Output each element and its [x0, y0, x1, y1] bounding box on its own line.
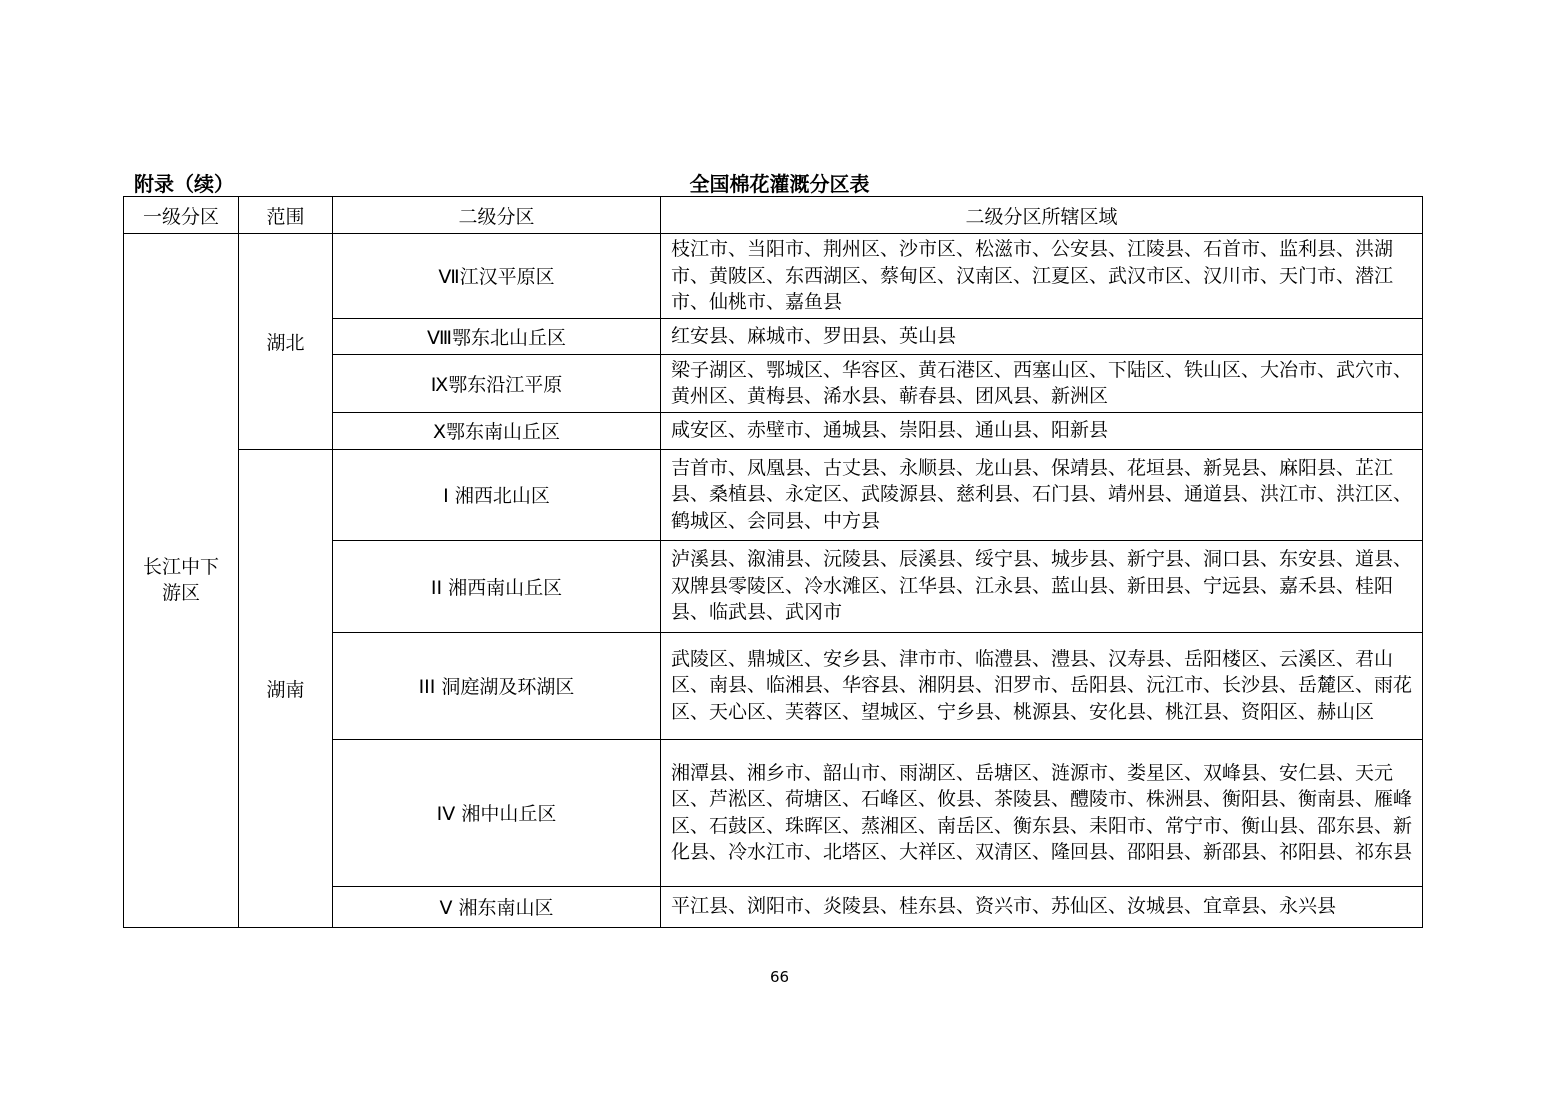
zone-cell: III 洞庭湖及环湖区: [333, 632, 661, 739]
areas-cell: 泸溪县、溆浦县、沅陵县、辰溪县、绥宁县、城步县、新宁县、洞口县、东安县、道县、双牌县零陵区、冷水滩区、江华县、江永县、蓝山县、新田县、宁远县、嘉禾县、桂阳县、临武县、武冈市: [661, 540, 1423, 632]
areas-cell: 梁子湖区、鄂城区、华容区、黄石港区、西塞山区、下陆区、铁山区、大冶市、武穴市、黄州区、黄梅县、浠水县、蕲春县、团风县、新洲区: [661, 354, 1423, 412]
zone-cell: Ⅹ鄂东南山丘区: [333, 412, 661, 449]
areas-cell: 吉首市、凤凰县、古丈县、永顺县、龙山县、保靖县、花垣县、新晃县、麻阳县、芷江县、桑植县、永定区、武陵源县、慈利县、石门县、靖州县、通道县、洪江市、洪江区、鹤城区、会同县、中方县: [661, 449, 1423, 540]
zone-cell: II 湘西南山丘区: [333, 540, 661, 632]
page-number: 66: [769, 968, 790, 986]
col-header-level1: 一级分区: [124, 197, 239, 234]
table-row: [124, 234, 1423, 319]
table-title-text: 全国棉花灌溉分区表: [689, 172, 870, 196]
irrigation-zone-table: [123, 196, 1423, 928]
zone-cell: IV 湘中山丘区: [333, 739, 661, 886]
appendix-label: 附录（续）: [134, 172, 234, 196]
zone-cell: I 湘西北山区: [333, 449, 661, 540]
level1-cell: [124, 234, 239, 928]
level1-label: 长江中下游区: [142, 556, 219, 605]
zone-cell: Ⅶ江汉平原区: [333, 234, 661, 319]
zone-cell: Ⅷ鄂东北山丘区: [333, 318, 661, 354]
table-title: [0, 168, 1559, 197]
col-header-areas: 二级分区所辖区域: [661, 197, 1423, 234]
areas-cell: 平江县、浏阳市、炎陵县、桂东县、资兴市、苏仙区、汝城县、宜章县、永兴县: [661, 886, 1423, 927]
scope-cell-hubei: 湖北: [239, 234, 333, 450]
col-header-level2: 二级分区: [333, 197, 661, 234]
areas-cell: 枝江市、当阳市、荆州区、沙市区、松滋市、公安县、江陵县、石首市、监利县、洪湖市、黄陂区、东西湖区、蔡甸区、汉南区、江夏区、武汉市区、汉川市、天门市、潜江市、仙桃市、嘉鱼县: [661, 234, 1423, 319]
table-header-row: [124, 197, 1423, 234]
col-header-scope: 范围: [239, 197, 333, 234]
scope-cell-hunan: 湖南: [239, 449, 333, 927]
areas-cell: 红安县、麻城市、罗田县、英山县: [661, 318, 1423, 354]
areas-cell: 咸安区、赤壁市、通城县、崇阳县、通山县、阳新县: [661, 412, 1423, 449]
areas-cell: 湘潭县、湘乡市、韶山市、雨湖区、岳塘区、涟源市、娄星区、双峰县、安仁县、天元区、芦淞区、荷塘区、石峰区、攸县、茶陵县、醴陵市、株洲县、衡阳县、衡南县、雁峰区、石鼓区、珠晖区、蒸湘区、南岳区、衡东县、耒阳市、常宁市、衡山县、邵东县、新化县、冷水江市、北塔区、大祥区、双清区、隆回县、邵阳县、新邵县、祁阳县、祁东县: [661, 739, 1423, 886]
areas-cell: 武陵区、鼎城区、安乡县、津市市、临澧县、澧县、汉寿县、岳阳楼区、云溪区、君山区、南县、临湘县、华容县、湘阴县、汨罗市、岳阳县、沅江市、长沙县、岳麓区、雨花区、天心区、芙蓉区、望城区、宁乡县、桃源县、安化县、桃江县、资阳区、赫山区: [661, 632, 1423, 739]
table-row: [124, 449, 1423, 540]
zone-cell: Ⅸ鄂东沿江平原: [333, 354, 661, 412]
zone-cell: V 湘东南山区: [333, 886, 661, 927]
